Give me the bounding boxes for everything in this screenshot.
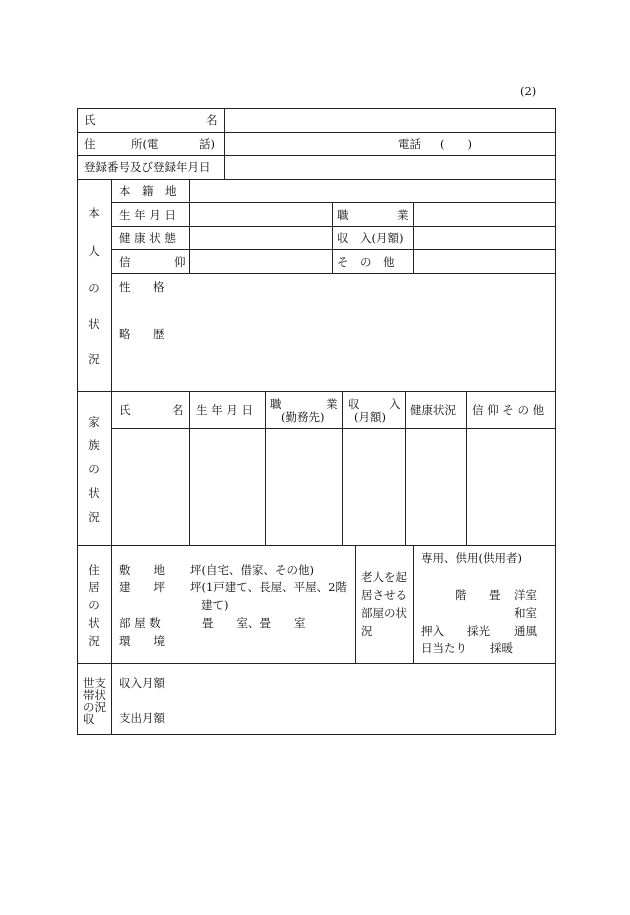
use-type: 専用、供用(供用者) <box>421 551 522 565</box>
occupation-label-end: 業 <box>397 208 409 222</box>
family-col-income-end: 入 <box>389 397 401 411</box>
phone-label: 電話 <box>398 137 421 151</box>
self-title-char: 況 <box>88 352 100 366</box>
family-col-health: 健康状況 <box>410 403 456 417</box>
border-left <box>77 108 78 735</box>
col-line <box>466 391 467 545</box>
border-bottom <box>77 734 556 735</box>
honseki-label: 本 籍 地 <box>119 184 177 198</box>
section-title-col-line <box>111 179 112 734</box>
col-line <box>342 391 343 545</box>
self-title-char: 本 <box>88 206 100 220</box>
col-line <box>413 545 414 663</box>
floor-label: 階 <box>455 588 467 602</box>
row-line <box>111 428 556 429</box>
residence-title-char: 住 <box>88 563 100 577</box>
self-title-char: 人 <box>88 244 100 258</box>
closet-label: 押入 <box>421 624 444 638</box>
row-line <box>111 202 556 203</box>
residence-title-char: 居 <box>88 580 100 594</box>
elder-room-label: 老人を起 <box>361 570 407 584</box>
residence-title-char: の <box>88 598 100 612</box>
family-title-char: 状 <box>88 486 100 500</box>
address-label-mid: 所(電 <box>131 137 159 151</box>
col-line <box>413 202 414 273</box>
col-line <box>224 108 225 180</box>
address-label-end: 話) <box>199 137 215 151</box>
row-line <box>77 391 556 392</box>
character-label-end: 格 <box>153 280 165 294</box>
building-value: 坪(1戸建て、長屋、平屋、2階 <box>190 580 347 594</box>
row-line <box>77 155 556 156</box>
residence-title-char: 状 <box>88 616 100 630</box>
row-line <box>77 545 556 546</box>
registration-label: 登録番号及び登録年月日 <box>84 160 211 174</box>
family-col-income: 収 <box>348 397 360 411</box>
monthly-expense-label: 支出月額 <box>119 711 165 725</box>
residence-title-char: 況 <box>88 634 100 648</box>
elder-room-label: 居させる <box>361 588 407 602</box>
row-line <box>77 663 556 664</box>
character-label: 性 <box>119 280 131 294</box>
heating-label: 採暖 <box>490 641 513 655</box>
history-label-end: 歴 <box>153 327 165 341</box>
border-top <box>77 108 556 109</box>
family-col-name: 氏 <box>119 403 131 417</box>
elder-room-label: 況 <box>361 624 373 638</box>
environment-label: 環 境 <box>119 634 165 648</box>
family-col-birth: 生 年 月 日 <box>196 403 253 417</box>
row-line <box>111 249 556 250</box>
sunlight-label: 日当たり <box>421 641 467 655</box>
family-title-char: 況 <box>88 510 100 524</box>
monthly-income-label: 収入月額 <box>119 676 165 690</box>
site-value: 坪(自宅、借家、その他) <box>190 563 314 577</box>
col-line <box>189 391 190 545</box>
phone-parens: ( ) <box>440 137 472 151</box>
family-col-faith-other: 信 仰 そ の 他 <box>472 403 545 417</box>
birth-label: 生 年 月 日 <box>119 208 176 222</box>
rooms-value: 畳 室、畳 室 <box>202 616 306 630</box>
family-title-char: の <box>88 462 100 476</box>
col-line <box>405 391 406 545</box>
col-line <box>265 391 266 545</box>
family-col-name-end: 名 <box>172 403 184 417</box>
household-title: 収 <box>83 712 95 726</box>
history-label: 略 <box>119 327 131 341</box>
occupation-label: 職 <box>337 208 349 222</box>
family-col-income-sub: (月額) <box>354 410 386 424</box>
name-label-end: 名 <box>206 113 218 127</box>
income-label: 収 入(月額) <box>337 231 404 245</box>
household-title: 帯状 <box>83 688 106 702</box>
western-room-label: 洋室 <box>514 588 537 602</box>
self-title-char: 状 <box>88 317 100 331</box>
col-line <box>355 545 356 663</box>
elder-room-label: 部屋の状 <box>361 606 407 620</box>
row-line <box>111 273 556 274</box>
col-line <box>332 202 333 273</box>
family-col-job-end: 業 <box>326 397 338 411</box>
building-label: 建 坪 <box>119 580 165 594</box>
ventilation-label: 通風 <box>514 624 537 638</box>
address-label: 住 <box>84 137 96 151</box>
lighting-label: 採光 <box>467 624 490 638</box>
family-col-job: 職 <box>270 397 282 411</box>
household-title: 世支 <box>83 676 106 690</box>
family-title-char: 家 <box>88 415 100 429</box>
rooms-label: 部 屋 数 <box>119 616 161 630</box>
household-title: の況 <box>83 700 106 714</box>
row-line <box>77 179 556 180</box>
row-line <box>111 226 556 227</box>
site-label: 敷 地 <box>119 563 165 577</box>
faith-label: 信 <box>119 255 131 269</box>
page-number: (2) <box>520 84 537 98</box>
name-label: 氏 <box>84 113 96 127</box>
family-col-job-sub: (勤務先) <box>281 410 325 424</box>
building-value-cont: 建て) <box>201 598 229 612</box>
tatami-label: 畳 <box>489 588 501 602</box>
faith-label-end: 仰 <box>174 255 186 269</box>
family-title-char: 族 <box>88 438 100 452</box>
japanese-room-label: 和室 <box>514 606 537 620</box>
self-title-char: の <box>88 281 100 295</box>
row-line <box>77 132 556 133</box>
health-label: 健 康 状 態 <box>119 231 176 245</box>
other-label: そ の 他 <box>337 255 395 269</box>
